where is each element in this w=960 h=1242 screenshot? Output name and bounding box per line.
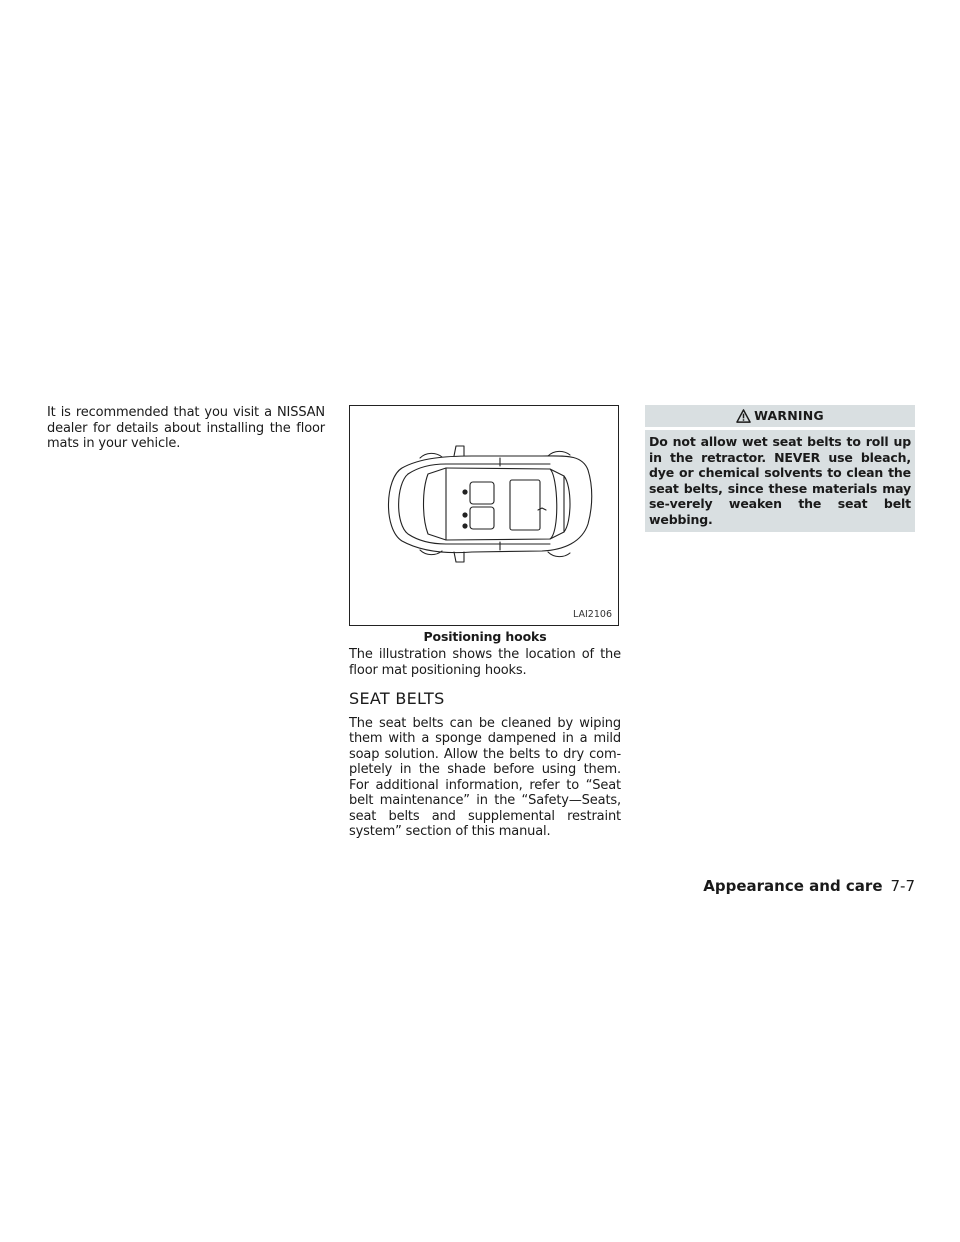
- section-heading: SEAT BELTS: [349, 689, 445, 708]
- left-column: [47, 405, 325, 452]
- seat-belts-body-text: The seat belts can be cleaned by wiping them with a sponge dampened in a mild soap solution. Allow the belts to dry com-pletely in the shade before using them. For additional information, refer to “Seat belt maintenance” in the “Safety—Seats, seat belts and supplemental restraint system” section of this manual.: [349, 715, 621, 839]
- figure-caption: Positioning hooks: [423, 629, 547, 644]
- warning-title: WARNING: [754, 408, 824, 424]
- warning-header: [645, 405, 915, 427]
- dealer-recommendation-text: It is recommended that you visit a NISSAN dealer for details about installing the floor mats in your vehicle.: [47, 405, 325, 451]
- warning-text: Do not allow wet seat belts to roll up in the retractor. NEVER use bleach, dye or chemical solvents to clean the seat belts, since these materials may se-verely weaken the seat belt webbing.: [645, 430, 915, 532]
- warning-triangle-icon: [736, 409, 751, 423]
- positioning-hooks-figure: [349, 405, 619, 626]
- car-top-view-icon: [350, 406, 618, 625]
- page-number: 7-7: [890, 877, 915, 895]
- page-footer: [703, 877, 915, 895]
- middle-column: [349, 405, 621, 840]
- footer-section-title: Appearance and care: [703, 877, 883, 895]
- right-column: [645, 405, 915, 532]
- illustration-description: The illustration shows the location of the floor mat positioning hooks.: [349, 647, 621, 678]
- figure-code: LAI2106: [573, 608, 612, 620]
